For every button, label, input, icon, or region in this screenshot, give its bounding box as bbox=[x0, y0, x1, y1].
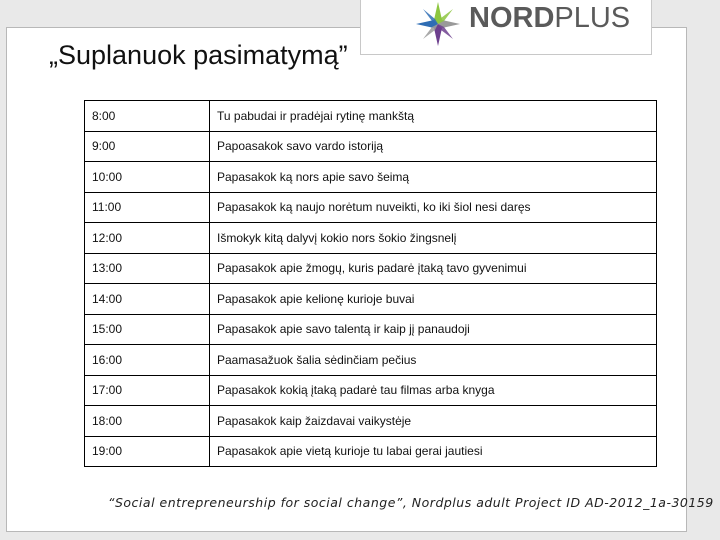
time-cell: 18:00 bbox=[85, 406, 210, 437]
table-row bbox=[85, 284, 657, 315]
time-cell: 11:00 bbox=[85, 192, 210, 223]
time-cell: 13:00 bbox=[85, 253, 210, 284]
activity-cell: Papasakok apie savo talentą ir kaip jį panaudoji bbox=[210, 314, 657, 345]
activity-cell: Papasakok ką nors apie savo šeimą bbox=[210, 162, 657, 193]
activity-cell: Papasakok ką naujo norėtum nuveikti, ko iki šiol nesi daręs bbox=[210, 192, 657, 223]
table-row bbox=[85, 192, 657, 223]
table-row bbox=[85, 253, 657, 284]
table-row bbox=[85, 375, 657, 406]
activity-cell: Papasakok apie žmogų, kuris padarė įtaką tavo gyvenimui bbox=[210, 253, 657, 284]
footer-citation: “Social entrepreneurship for social change”, Nordplus adult Project ID AD-2012_1a-30159 bbox=[108, 495, 714, 510]
nordplus-logo bbox=[360, 0, 652, 55]
time-cell: 9:00 bbox=[85, 131, 210, 162]
activity-cell: Papasakok kokią įtaką padarė tau filmas arba knyga bbox=[210, 375, 657, 406]
time-cell: 12:00 bbox=[85, 223, 210, 254]
activity-cell: Papasakok apie vietą kurioje tu labai gerai jautiesi bbox=[210, 436, 657, 467]
time-cell: 15:00 bbox=[85, 314, 210, 345]
time-cell: 19:00 bbox=[85, 436, 210, 467]
table-row bbox=[85, 314, 657, 345]
schedule-table bbox=[84, 100, 657, 467]
logo-text-light: PLUS bbox=[554, 2, 631, 34]
logo-wordmark bbox=[469, 2, 630, 35]
table-row bbox=[85, 131, 657, 162]
activity-cell: Tu pabudai ir pradėjai rytinę mankštą bbox=[210, 101, 657, 132]
logo-text-bold: NORD bbox=[469, 2, 555, 34]
time-cell: 16:00 bbox=[85, 345, 210, 376]
activity-cell: Paamasažuok šalia sėdinčiam pečius bbox=[210, 345, 657, 376]
activity-cell: Papasakok apie kelionę kurioje buvai bbox=[210, 284, 657, 315]
activity-cell: Papasakok kaip žaizdavai vaikystėje bbox=[210, 406, 657, 437]
table-row bbox=[85, 406, 657, 437]
activity-cell: Papoasakok savo vardo istoriją bbox=[210, 131, 657, 162]
nordplus-star-icon bbox=[415, 0, 461, 48]
activity-cell: Išmokyk kitą dalyvį kokio nors šokio žingsnelį bbox=[210, 223, 657, 254]
time-cell: 8:00 bbox=[85, 101, 210, 132]
slide-title: „Suplanuok pasimatymą” bbox=[49, 40, 348, 70]
time-cell: 17:00 bbox=[85, 375, 210, 406]
table-row bbox=[85, 162, 657, 193]
time-cell: 10:00 bbox=[85, 162, 210, 193]
table-row bbox=[85, 345, 657, 376]
table-row bbox=[85, 436, 657, 467]
table-row bbox=[85, 101, 657, 132]
time-cell: 14:00 bbox=[85, 284, 210, 315]
table-row bbox=[85, 223, 657, 254]
